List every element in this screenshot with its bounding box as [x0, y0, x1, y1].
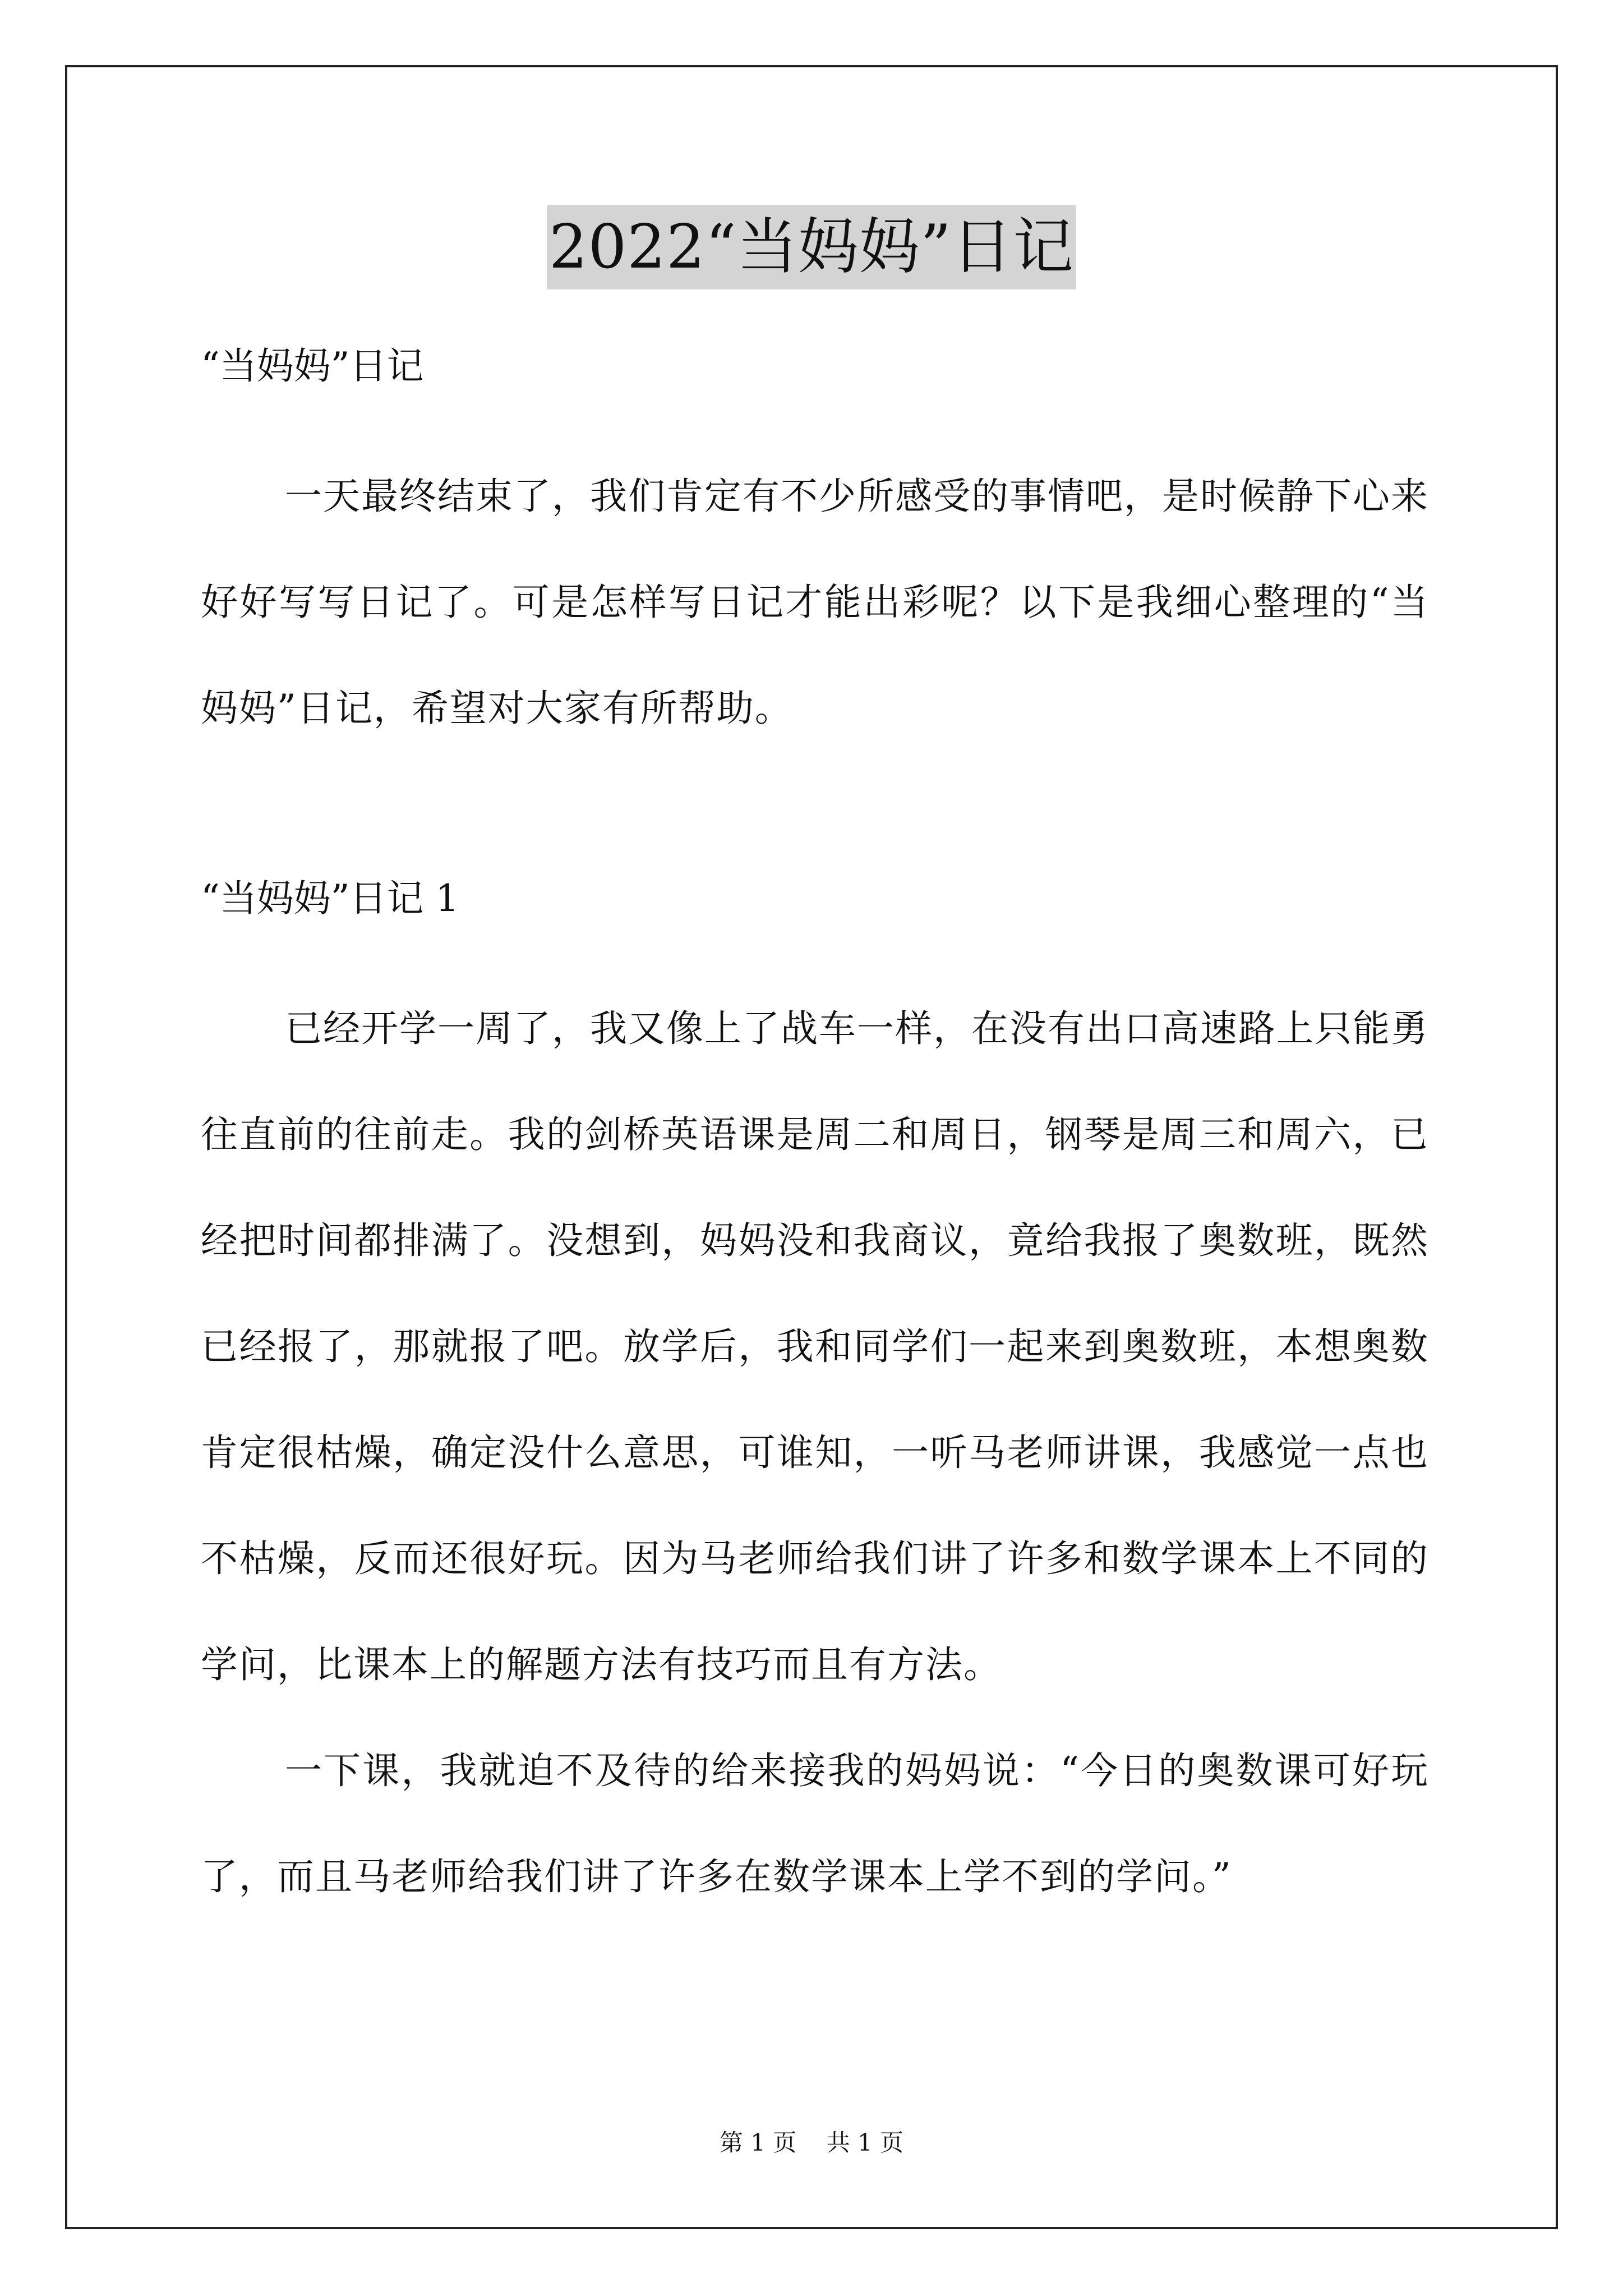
section-heading: “当妈妈”日记 1	[201, 877, 459, 920]
document-body	[201, 335, 1429, 1930]
intro-heading: “当妈妈”日记	[201, 344, 424, 388]
intro-paragraph: 一天最终结束了，我们肯定有不少所感受的事情吧，是时候静下心来好好写写日记了。可是怎样写日记才能出彩呢？以下是我细心整理的“当妈妈”日记，希望对大家有所帮助。	[201, 475, 1429, 730]
title-container	[0, 205, 1623, 289]
document-title: 2022“当妈妈”日记	[547, 205, 1076, 289]
body-paragraph: 已经开学一周了，我又像上了战车一样，在没有出口高速路上只能勇往直前的往前走。我的剑桥英语课是周二和周日，钢琴是周三和周六，已经把时间都排满了。没想到，妈妈没和我商议，竟给我报了奥数班，既然已经报了，那就报了吧。放学后，我和同学们一起来到奥数班，本想奥数肯定很枯燥，确定没什么意思，可谁知，一听马老师讲课，我感觉一点也不枯燥，反而还很好玩。因为马老师给我们讲了许多和数学课本上不同的学问，比课本上的解题方法有技巧而且有方法。	[201, 1007, 1429, 1686]
body-paragraph: 一下课，我就迫不及待的给来接我的妈妈说：“今日的奥数课可好玩了，而且马老师给我们讲了许多在数学课本上学不到的学问。”	[201, 1749, 1429, 1898]
page-number-footer: 第 1 页 共 1 页	[719, 2129, 904, 2156]
